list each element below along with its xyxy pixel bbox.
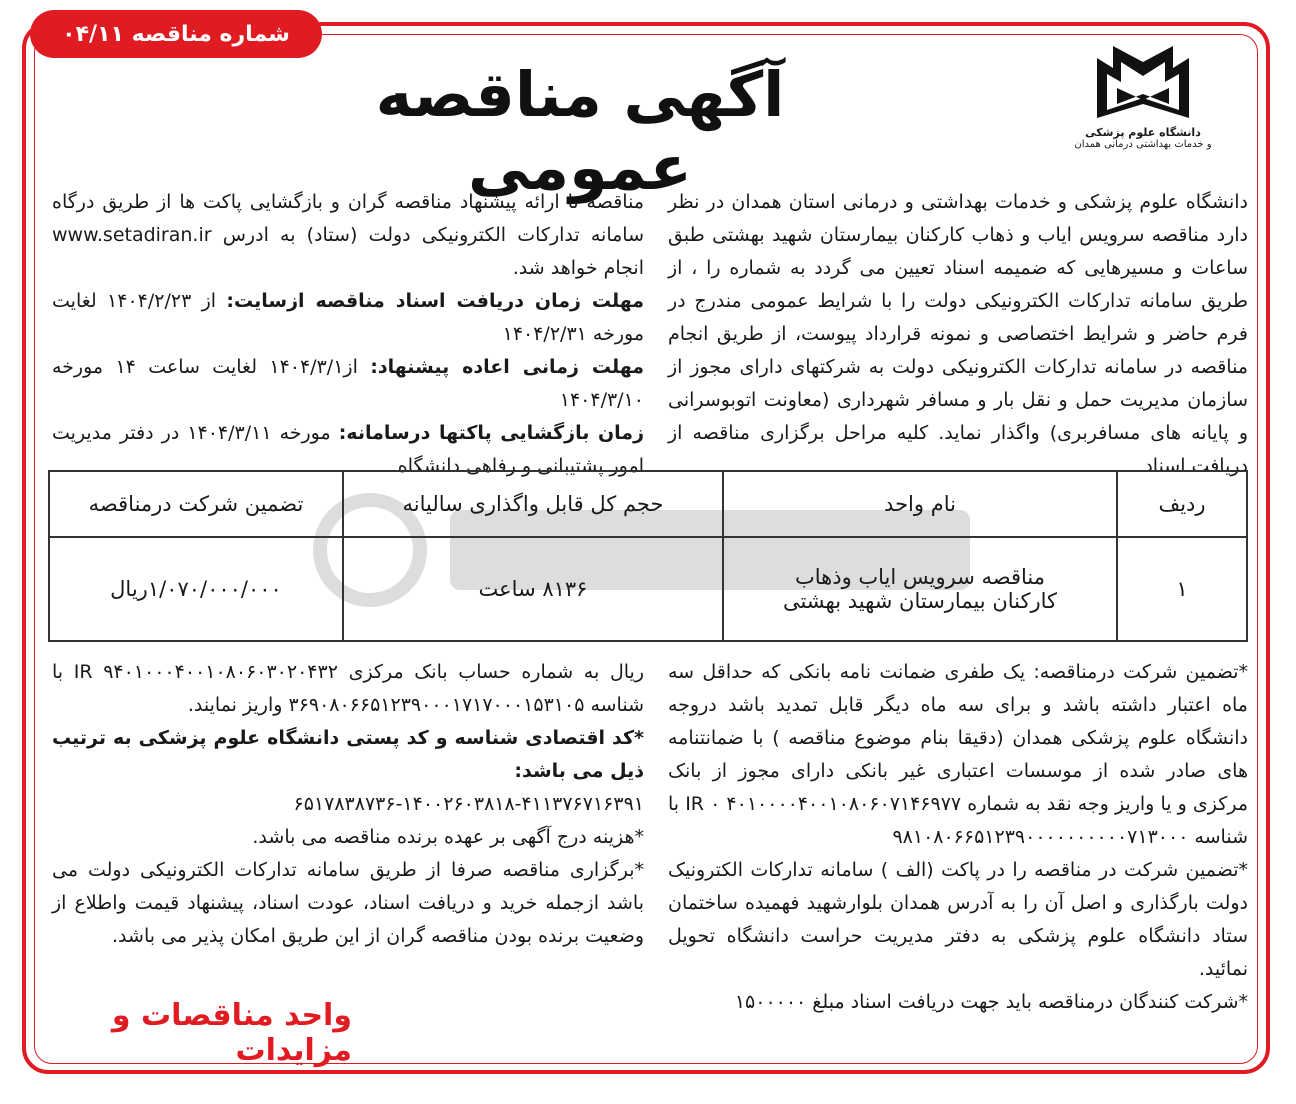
intro-left-column — [52, 186, 644, 483]
logo-line-2: و خدمات بهداشتی درمانی همدان — [1074, 139, 1212, 150]
account-paragraph: ریال به شماره حساب بانک مرکزی IR ۹۴۰۱۰۰۰۴۰۰۱۰۸۰۶۰۳۰۲۰۴۳۲ با شناسه ۳۶۹۰۸۰۶۶۵۱۲۳۹۰۰۰۱۷۱۷۰۰۰۱۵۳۱۰۵ واریز نمایند. — [52, 661, 644, 716]
header-row-number: ردیف — [1117, 471, 1247, 537]
conditions-right-column — [668, 656, 1248, 1019]
logo-line-1: دانشگاه علوم پزشکی — [1085, 126, 1201, 139]
intro-paragraph: دانشگاه علوم پزشکی و خدمات بهداشتی و درمانی استان همدان در نظر دارد مناقصه سرویس ایاب و ذهاب کارکنان بیمارستان شهید بهشتی طبق ساعات و مسیرهایی که ضمیمه اسناد تعیین می گردد به شماره را ، از طریق سامانه تدارکات الکترونیکی دولت را با شرایط عمومی مندرج در فرم حاضر و شرایط اختصاصی و نمونه قرارداد پیوست، از طریق انجام مناقصه در سامانه تدارکات الکترونیکی دولت به شرکتهای دارای مجوز از سازمان مدیریت حمل و نقل بار و مسافر شهرداری (معاونت اتوبوسرانی و پایانه های مسافربری) واگذار نماید. کلیه مراحل برگزاری مناقصه از دریافت اسناد — [668, 191, 1248, 477]
tender-table — [48, 470, 1248, 642]
fee-paragraph: *شرکت کنندگان درمناقصه باید جهت دریافت اسناد مبلغ ۱۵۰۰۰۰۰ — [734, 991, 1248, 1013]
submit-deadline-value: از۱۴۰۴/۳/۱ لغایت ساعت ۱۴ مورخه ۱۴۰۴/۳/۱۰ — [52, 356, 644, 411]
submit-deadline-label: مهلت زمانی اعاده پیشنهاد: — [370, 356, 645, 378]
opening-value: مورخه ۱۴۰۴/۳/۱۱ در دفتر مدیریت امور پشتیبانی و رفاهی دانشگاه — [52, 422, 644, 477]
conditions-left-column — [52, 656, 644, 953]
guarantee-paragraph: *تضمین شرکت درمناقصه: یک طفری ضمانت نامه بانکی که حداقل سه ماه اعتبار داشته باشد و برای سه ماه دیگر قابل تمدید باشد دروجه دانشگاه علوم پزشکی همدان (دقیقا بنام موضوع مناقصه ) با ضمانتنامه های صادر شده از موسسات اعتباری غیر بانکی دارای مجوز از بانک مرکزی و یا واریز وجه نقد به شماره IR ۰ ۴۰۱۰۰۰۰۴۰۰۱۰۸۰۶۰۷۱۴۶۹۷۷ با شناسه ۹۸۱۰۸۰۶۶۵۱۲۳۹۰۰۰۰۰۰۰۰۰۰۷۱۳۰۰۰ — [668, 661, 1248, 848]
signature: واحد مناقصات و مزایدات — [111, 998, 352, 1068]
cell-unit-name — [723, 537, 1117, 641]
intro-right-column — [668, 186, 1248, 483]
unit-line-1: مناقصه سرویس ایاب وذهاب — [794, 565, 1046, 589]
submit-deadline — [52, 351, 644, 417]
intro-continuation-text: مناقصه تا ارائه پیشنهاد مناقصه گران و بازگشایی پاکت ها از طریق درگاه سامانه تدارکات الکترونیکی دولت (ستاد) به ادرس — [52, 191, 644, 246]
cell-annual-volume: ۸۱۳۶ ساعت — [343, 537, 723, 641]
electronic-only-paragraph: *برگزاری مناقصه صرفا از طریق سامانه تدارکات الکترونیکی دولت می باشد ازجمله خرید و دریافت اسناد، عودت اسناد، پیشنهاد قیمت واطلاع از وضعیت برنده بودن مناقصه گران از این طریق امکان پذیر می باشد. — [52, 859, 644, 947]
table-row — [49, 537, 1247, 641]
unit-line-2: کارکنان بیمارستان شهید بهشتی — [782, 589, 1058, 613]
doc-deadline — [52, 285, 644, 351]
header-annual-volume: حجم کل قابل واگذاری سالیانه — [343, 471, 723, 537]
table-header-row — [49, 471, 1247, 537]
header-unit-name: نام واحد — [723, 471, 1117, 537]
ad-cost-paragraph: *هزینه درج آگهی بر عهده برنده مناقصه می باشد. — [252, 826, 644, 848]
cell-row-number: ۱ — [1117, 537, 1247, 641]
website-link[interactable]: www.setadiran.ir — [52, 224, 212, 246]
university-logo — [1058, 40, 1228, 180]
page-title: آگهی مناقصه عمومی — [375, 58, 785, 204]
intro-continuation-end: انجام خواهد شد. — [512, 257, 644, 279]
book-logo-icon — [1093, 40, 1193, 120]
cell-guarantee: ۱/۰۷۰/۰۰۰/۰۰۰ریال — [49, 537, 343, 641]
header-guarantee: تضمین شرکت درمناقصه — [49, 471, 343, 537]
intro-continuation — [52, 186, 644, 285]
opening-label: زمان بازگشایی پاکتها درسامانه: — [338, 422, 645, 444]
doc-deadline-label: مهلت زمان دریافت اسناد مناقصه ازسایت: — [226, 290, 645, 312]
codes-value: ۶۵۱۷۸۳۸۷۳۶-۱۴۰۰۲۶۰۳۸۱۸-۴۱۱۳۷۶۷۱۶۳۹۱ — [293, 793, 644, 815]
codes-heading: *کد اقتصادی شناسه و کد پستی دانشگاه علوم پزشکی به ترتیب ذیل می باشد: — [52, 727, 644, 782]
doc-deadline-value: از ۱۴۰۴/۲/۲۳ لغایت مورخه ۱۴۰۴/۲/۳۱ — [52, 290, 644, 345]
envelope-paragraph: *تضمین شرکت در مناقصه را در پاکت (الف ) سامانه تدارکات الکترونیک دولت بارگذاری و اصل آن را به آدرس همدان بلوارشهید فهمیده ساختمان ستاد دانشگاه علوم پزشکی به دفتر مدیریت حراست دانشگاه تحویل نمائید. — [668, 859, 1248, 980]
tender-number-badge: شماره مناقصه ۰۴/۱۱ — [30, 10, 322, 58]
